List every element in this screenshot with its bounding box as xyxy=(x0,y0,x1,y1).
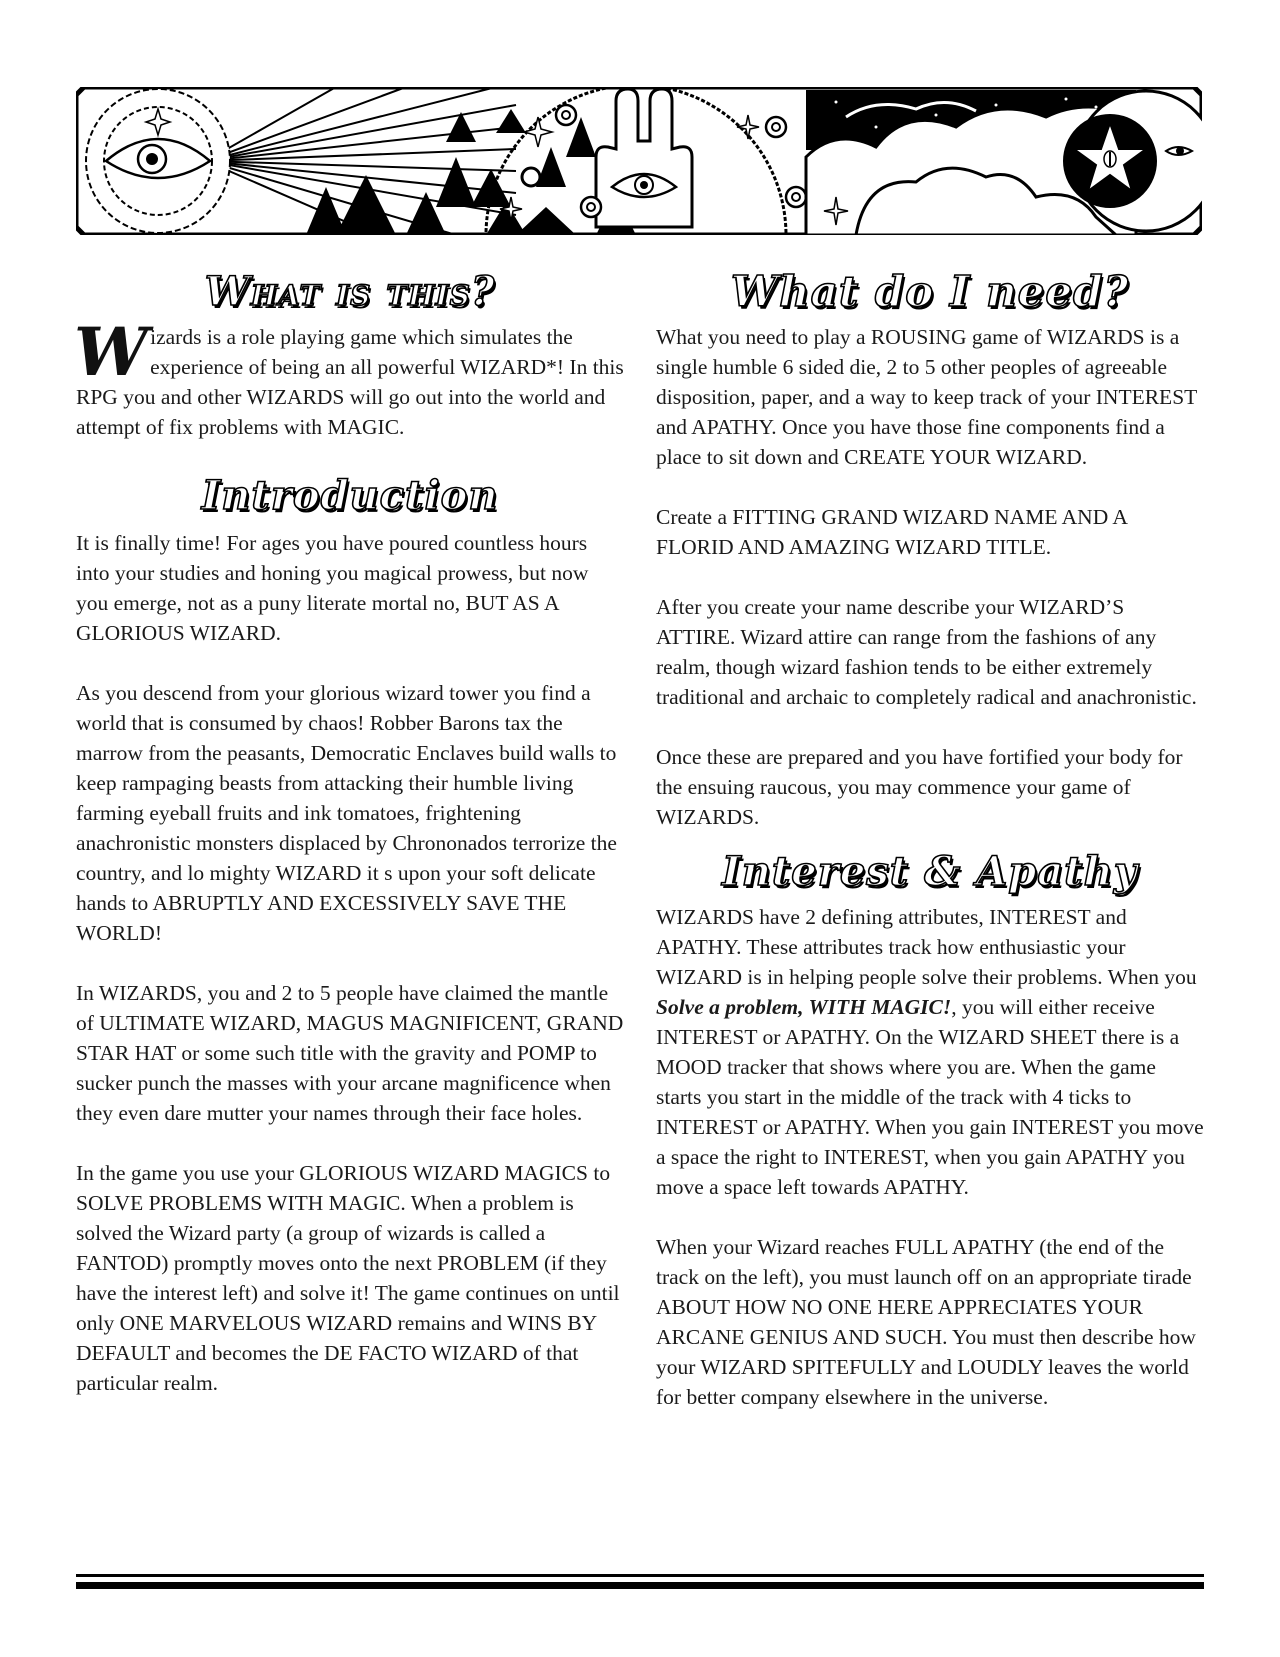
interest-text-after: , you will either receive INTEREST or APATHY. On the WIZARD SHEET there is a MOOD tracker that shows where you are. When the game starts you start in the middle of the track with 4 ticks to INTEREST or APATHY. When you gain INTEREST you move a space the right to INTEREST, when you gain APATHY you move a space left towards APATHY. xyxy=(656,995,1204,1199)
paragraph: In WIZARDS, you and 2 to 5 people have claimed the mantle of ULTIMATE WIZARD, MAGUS MAGNIFICENT, GRAND STAR HAT or some such title with the gravity and POMP to sucker punch the masses with your arcane magnificence when they even dare mutter your names through their face holes. xyxy=(76,981,624,1125)
paragraph: Create a FITTING GRAND WIZARD NAME AND A FLORID AND AMAZING WIZARD TITLE. xyxy=(656,505,1127,559)
interest-text-before: WIZARDS have 2 defining attributes, INTEREST and APATHY. These attributes track how enthusiastic your WIZARD is in helping people solve their problems. When you xyxy=(656,905,1197,989)
drop-cap: W xyxy=(74,313,149,391)
paragraph: It is finally time! For ages you have poured countless hours into your studies and honing you magical prowess, but now you emerge, not as a puny literate mortal no, BUT AS A GLORIOUS WIZARD. xyxy=(76,531,589,645)
intro-text: izards is a role playing game which simulates the experience of being an all powerful WIZARD*! In this RPG you and other WIZARDS will go out into the world and attempt of fix problems with MAGIC. xyxy=(76,325,624,439)
heading-introduction: Introduction xyxy=(201,472,499,519)
paragraph: As you descend from your glorious wizard tower you find a world that is consumed by chaos! Robber Barons tax the marrow from the peasants, Democratic Enclaves build walls to keep rampaging beasts from attacking their humble living farming eyeball fruits and ink tomatoes, frightening anachronistic monsters displaced by Chrononados terrorize the country, and lo mighty WIZARD it s upon your soft delicate hands to ABRUPTLY AND EXCESSIVELY SAVE THE WORLD! xyxy=(76,681,617,945)
intro-paragraph xyxy=(74,313,624,442)
heading-what-is-this: What is this? xyxy=(204,268,496,315)
header-illustration xyxy=(76,87,1202,235)
footer-rule-thin xyxy=(76,1574,1204,1577)
paragraph: What you need to play a ROUSING game of WIZARDS is a single humble 6 sided die, 2 to 5 other peoples of agreeable disposition, paper, and a way to keep track of your INTEREST and APATHY. Once you have those fine components find a place to sit down and CREATE YOUR WIZARD. xyxy=(656,325,1197,469)
heading-interest-apathy: Interest & Apathy xyxy=(722,848,1138,895)
footer-rule-thick xyxy=(76,1582,1204,1589)
emphasis-solve-problem: Solve a problem, WITH MAGIC! xyxy=(656,995,952,1019)
paragraph: When your Wizard reaches FULL APATHY (the end of the track on the left), you must launch off on an appropriate tirade ABOUT HOW NO ONE HERE APPRECIATES YOUR ARCANE GENIUS AND SUCH. You must then describe how your WIZARD SPITEFULLY and LOUDLY leaves the world for better company elsewhere in the universe. xyxy=(656,1235,1196,1409)
paragraph: In the game you use your GLORIOUS WIZARD MAGICS to SOLVE PROBLEMS WITH MAGIC. When a problem is solved the Wizard party (a group of wizards is called a FANTOD) promptly moves onto the next PROBLEM (if they have the interest left) and solve it! The game continues on until only ONE MARVELOUS WIZARD remains and WINS BY DEFAULT and becomes the DE FACTO WIZARD of that particular realm. xyxy=(76,1161,620,1395)
interest-paragraph xyxy=(656,902,1204,1202)
paragraph: After you create your name describe your WIZARD’S ATTIRE. Wizard attire can range from the fashions of any realm, though wizard fashion tends to be either extremely traditional and archaic to completely radical and anachronistic. xyxy=(656,595,1197,709)
left-column xyxy=(76,262,624,1428)
paragraph: Once these are prepared and you have fortified your body for the ensuing raucous, you may commence your game of WIZARDS. xyxy=(656,745,1183,829)
right-column xyxy=(656,262,1204,1442)
heading-what-do-i-need: What do I need? xyxy=(730,267,1130,316)
